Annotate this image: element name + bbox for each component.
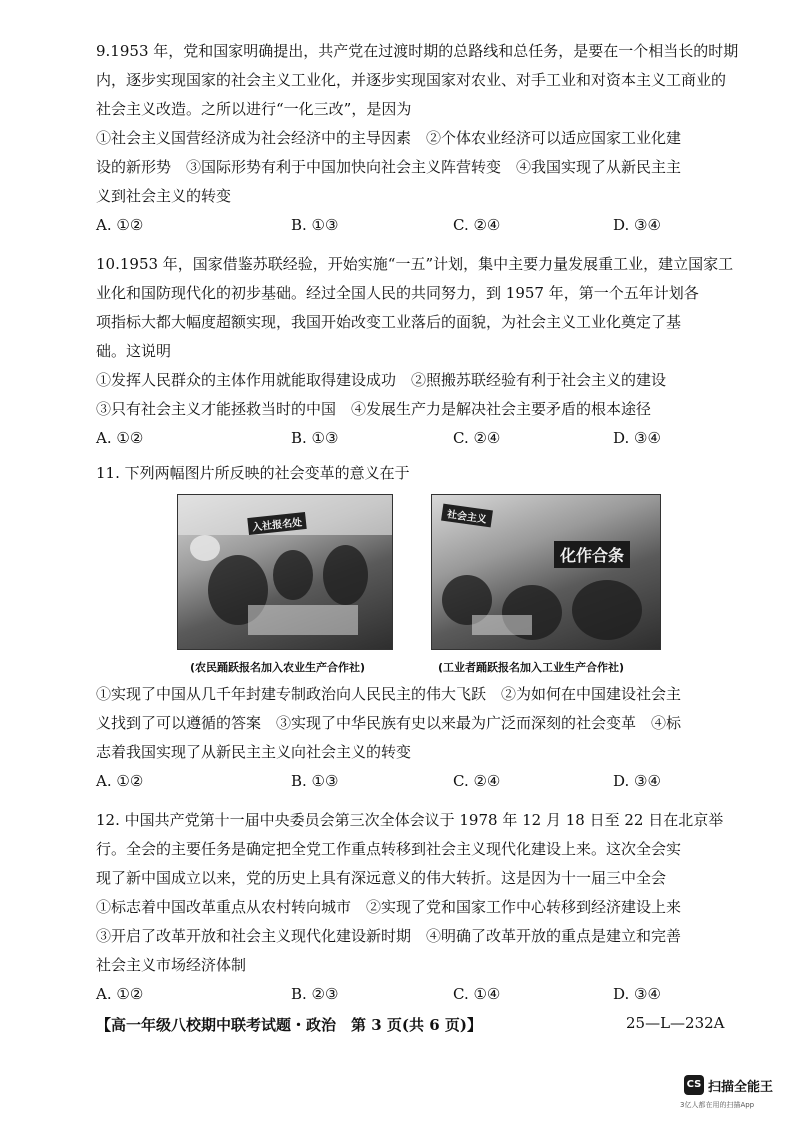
q9-options	[96, 211, 736, 240]
camscanner-logo-icon: CS	[684, 1075, 704, 1095]
question-11-statements	[96, 680, 736, 796]
option-c: C. ②④	[453, 429, 501, 447]
q11-line: 志着我国实现了从新民主主义向社会主义的转变	[96, 743, 412, 761]
question-11	[96, 459, 736, 488]
q10-line: 础。这说明	[96, 342, 172, 360]
q9-line: 设的新形势 ③国际形势有利于中国加快向社会主义阵营转变 ④我国实现了从新民主主	[96, 158, 682, 176]
option-b: B. ①③	[291, 216, 339, 234]
question-9	[96, 37, 739, 240]
caption-photo-2: (工业者踊跃报名加入工业生产合作社)	[438, 661, 625, 674]
option-a: A. ①②	[96, 985, 144, 1003]
option-a: A. ①②	[96, 772, 144, 790]
photo2-banner-top: 社会主义	[441, 504, 493, 528]
option-b: B. ①③	[291, 772, 339, 790]
question-12	[96, 806, 736, 1009]
q11-stem: 11. 下列两幅图片所反映的社会变革的意义在于	[96, 464, 410, 482]
caption-photo-1: (农民踊跃报名加入农业生产合作社)	[190, 661, 366, 674]
option-a: A. ①②	[96, 429, 144, 447]
exam-code: 25—L—232A	[626, 1014, 725, 1032]
q12-options	[96, 980, 736, 1009]
q10-line: 项指标大都大幅度超额实现，我国开始改变工业落后的面貌，为社会主义工业化奠定了基	[96, 313, 682, 331]
option-d: D. ③④	[613, 429, 661, 447]
q10-options	[96, 424, 736, 453]
option-c: C. ①④	[453, 985, 501, 1003]
q11-line: ①实现了中国从几千年封建专制政治向人民民主的伟大飞跃 ②为如何在中国建设社会主	[96, 685, 682, 703]
option-c: C. ②④	[453, 772, 501, 790]
photo-workers-registering	[431, 494, 661, 650]
q9-line: 社会主义改造。之所以进行“一化三改”，是因为	[96, 100, 412, 118]
scanner-app-tagline: 3亿人都在用的扫描App	[680, 1101, 755, 1109]
q11-options	[96, 767, 736, 796]
scanner-app-name: 扫描全能王	[708, 1080, 774, 1095]
footer-title: 【高一年级八校期中联考试题・政治 第 3 页(共 6 页)】	[96, 1016, 482, 1034]
option-a: A. ①②	[96, 216, 144, 234]
q10-line: ①发挥人民群众的主体作用就能取得建设成功 ②照搬苏联经验有利于社会主义的建设	[96, 371, 667, 389]
option-d: D. ③④	[613, 216, 661, 234]
page-footer	[96, 1014, 756, 1035]
photo1-banner: 入社报名处	[247, 512, 306, 535]
q10-line: ③只有社会主义才能拯救当时的中国 ④发展生产力是解决社会主要矛盾的根本途径	[96, 400, 652, 418]
option-c: C. ②④	[453, 216, 501, 234]
option-b: B. ①③	[291, 429, 339, 447]
q12-line: 12. 中国共产党第十一届中央委员会第三次全体会议于 1978 年 12 月 18 日至 22 日在北京举	[96, 811, 724, 829]
q12-line: 现了新中国成立以来，党的历史上具有深远意义的伟大转折。这是因为十一届三中全会	[96, 869, 667, 887]
option-d: D. ③④	[613, 772, 661, 790]
option-d: D. ③④	[613, 985, 661, 1003]
q9-line: 9.1953 年，党和国家明确提出，共产党在过渡时期的总路线和总任务，是要在一个相当长的时期	[96, 42, 739, 60]
q10-line: 业化和国防现代化的初步基础。经过全国人民的共同努力，到 1957 年，第一个五年计划各	[96, 284, 699, 302]
photo2-banner: 化作合条	[554, 541, 630, 568]
q10-line: 10.1953 年，国家借鉴苏联经验，开始实施“一五”计划，集中主要力量发展重工业，建立国家工	[96, 255, 734, 273]
question-10	[96, 250, 736, 453]
q12-line: 行。全会的主要任务是确定把全党工作重点转移到社会主义现代化建设上来。这次全会实	[96, 840, 682, 858]
q12-line: 社会主义市场经济体制	[96, 956, 247, 974]
q9-line: 义到社会主义的转变	[96, 187, 232, 205]
photo-farmers-registering	[177, 494, 393, 650]
option-b: B. ②③	[291, 985, 339, 1003]
q11-line: 义找到了可以遵循的答案 ③实现了中华民族有史以来最为广泛而深刻的社会变革 ④标	[96, 714, 682, 732]
q9-line: ①社会主义国营经济成为社会经济中的主导因素 ②个体农业经济可以适应国家工业化建	[96, 129, 682, 147]
q12-line: ①标志着中国改革重点从农村转向城市 ②实现了党和国家工作中心转移到经济建设上来	[96, 898, 682, 916]
q9-line: 内，逐步实现国家的社会主义工业化，并逐步实现国家对农业、对手工业和对资本主义工商业的	[96, 71, 727, 89]
q12-line: ③开启了改革开放和社会主义现代化建设新时期 ④明确了改革开放的重点是建立和完善	[96, 927, 682, 945]
